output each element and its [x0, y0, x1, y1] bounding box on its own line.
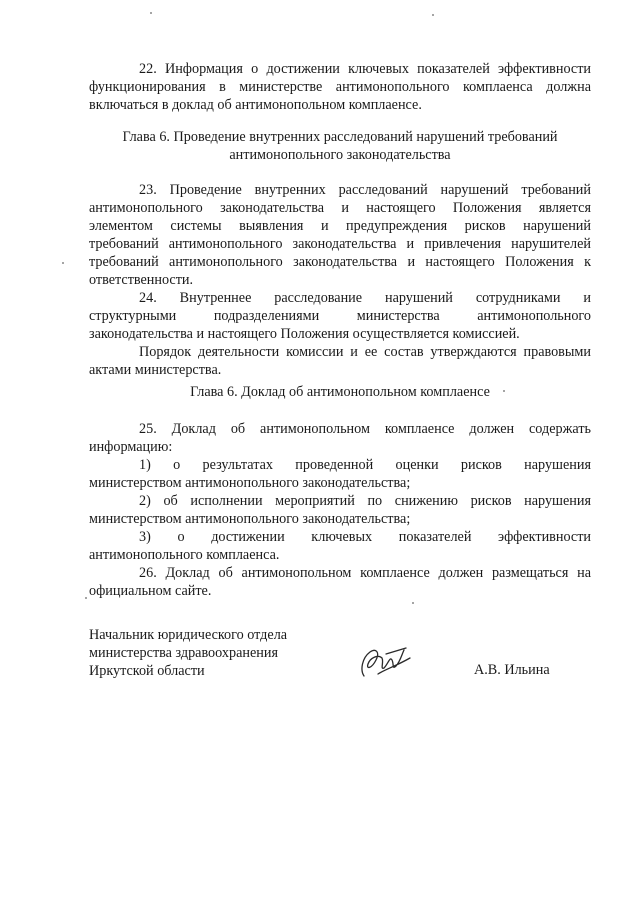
paragraph-line: антимонопольного законодательства и настоящего Положения является [89, 200, 591, 216]
paragraph-line: структурными подразделениями министерства антимонопольного [89, 308, 591, 324]
signatory-name: А.В. Ильина [474, 662, 550, 678]
paragraph-23 [89, 181, 591, 289]
paragraph-line: требований антимонопольного законодательства и привлечения нарушителей [89, 236, 591, 252]
heading-line: антимонопольного законодательства [229, 147, 451, 163]
scan-speck [85, 597, 87, 599]
paragraph-22 [89, 60, 591, 114]
paragraph-line: 22. Информация о достижении ключевых показателей эффективности [139, 61, 591, 77]
position-line: Иркутской области [89, 663, 205, 679]
paragraph-line: элементом системы выявления и предупреждения рисков нарушений [89, 218, 591, 234]
heading-line: Глава 6. Доклад об антимонопольном комплаенсе [190, 384, 490, 400]
paragraph-line: актами министерства. [89, 362, 222, 378]
paragraph-24 [89, 289, 591, 379]
paragraph-line: законодательства и настоящего Положения осуществляется комиссией. [89, 326, 520, 342]
handwritten-signature [356, 640, 416, 684]
paragraph-line: требований антимонопольного законодательства и настоящего Положения к [89, 254, 591, 270]
chapter-heading-report [89, 383, 591, 401]
paragraph-line: 23. Проведение внутренних расследований нарушений требований [139, 182, 591, 198]
chapter-heading-investigations [89, 128, 591, 164]
list-item-line: 1) о результатах проведенной оценки рисков нарушения [139, 457, 591, 473]
list-item-line: 2) об исполнении мероприятий по снижению рисков нарушения [139, 493, 591, 509]
paragraph-line: 25. Доклад об антимонопольном комплаенсе должен содержать [139, 421, 591, 437]
paragraph-line: включаться в доклад об антимонопольном комплаенсе. [89, 97, 422, 113]
paragraph-line: ответственности. [89, 272, 194, 288]
paragraph-line: Порядок деятельности комиссии и ее состав утверждаются правовыми [139, 344, 591, 360]
position-line: министерства здравоохранения [89, 645, 278, 661]
paragraph-line: 24. Внутреннее расследование нарушений сотрудниками и [139, 290, 591, 306]
scan-speck [150, 12, 152, 14]
paragraph-line: официальном сайте. [89, 583, 212, 599]
paragraph-line: функционирования в министерстве антимонопольного комплаенса должна [89, 79, 591, 95]
position-line: Начальник юридического отдела [89, 627, 288, 643]
scan-speck [432, 14, 434, 16]
list-item-line: министерством антимонопольного законодательства; [89, 475, 411, 491]
paragraph-line: 26. Доклад об антимонопольном комплаенсе должен размещаться на [139, 565, 591, 581]
signatory-position [89, 626, 329, 680]
paragraph-25-26 [89, 420, 591, 600]
scan-speck [62, 262, 64, 264]
paragraph-line: информацию: [89, 439, 173, 455]
list-item-line: министерством антимонопольного законодательства; [89, 511, 411, 527]
list-item-line: антимонопольного комплаенса. [89, 547, 280, 563]
list-item-line: 3) о достижении ключевых показателей эффективности [139, 529, 591, 545]
scan-speck [503, 390, 505, 392]
heading-line: Глава 6. Проведение внутренних расследований нарушений требований [122, 129, 558, 145]
scan-speck [412, 602, 414, 604]
